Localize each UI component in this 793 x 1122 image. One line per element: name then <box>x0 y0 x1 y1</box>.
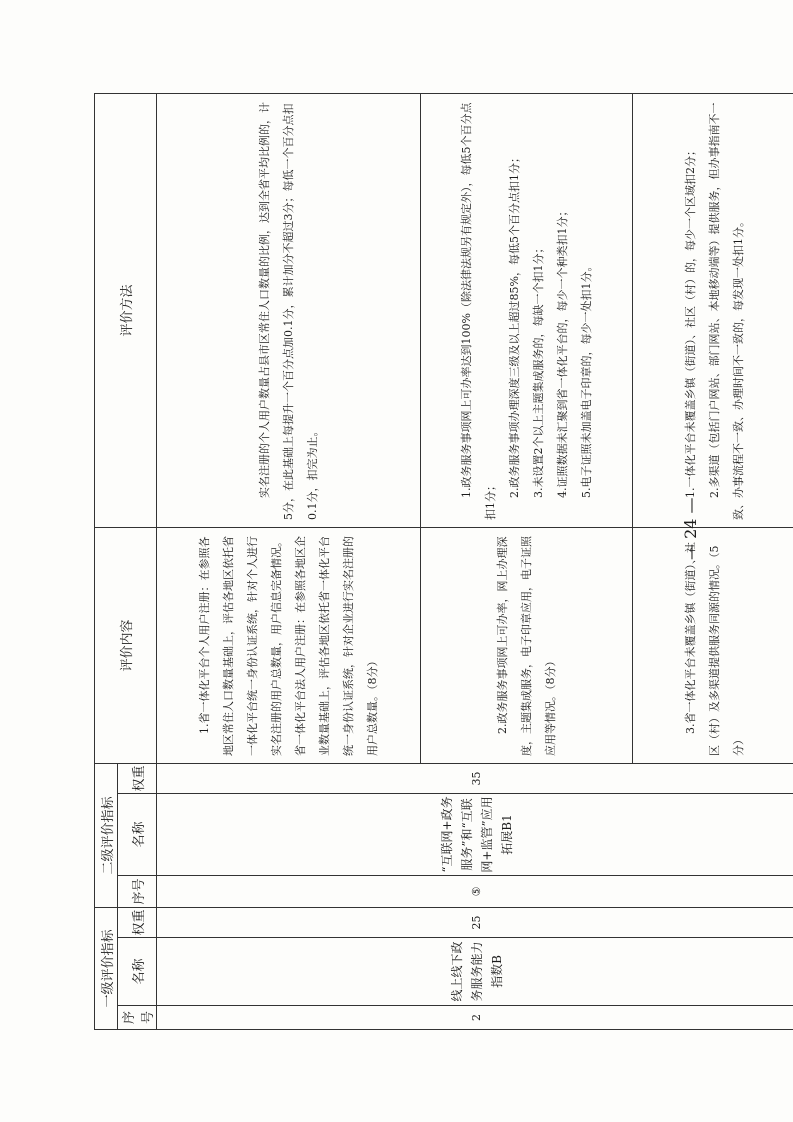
page-number: — 24 — <box>681 497 700 560</box>
level1-seq: 2 <box>157 1006 793 1030</box>
header-level2-seq: 序号 <box>118 875 157 907</box>
method-line: 2.政务服务事项办理深度三级及以上超过85%，每低5个百分点扣1分； <box>507 151 521 498</box>
level2-weight: 35 <box>157 763 793 793</box>
header-level1-name: 名称 <box>118 938 157 1006</box>
method-line: 2.多渠道（包括门户网站、部门网站、本地移动端等）提供服务，但办事指南不一致、办事流程不一致、办理时间不一致的，每发现一处扣1分。 <box>707 102 745 520</box>
content-text: 2.政务服务事项网上可办率，网上办理深度，主题集成服务，电子印章应用，电子证照应用等情况。（8分） <box>495 535 557 756</box>
evaluation-table <box>94 93 793 1030</box>
header-method: 评价方法 <box>95 93 157 527</box>
content-text: 1.省一体化平台个人用户注册：在参照各地区常住人口数量基础上，评估各地区依托省一体化平台统一身份认证系统，针对个人进行实名注册的用户总数量，用户信息完备情况。省一体化平台法人用户注册：在参照各地区企业数量基础上，评估各地区依托省一体化平台统一身份认证系统，针对企业进行实名注册的用户总数量。（8分） <box>197 535 379 756</box>
level2-name: “互联网+政务服务”和“互联网+监管”应用拓展B1 <box>157 793 793 875</box>
content-cell <box>157 527 421 763</box>
header-content: 评价内容 <box>95 527 157 763</box>
method-line: 4.证照数据未汇聚到省一体化平台的，每少一个种类扣1分； <box>555 205 569 498</box>
content-cell <box>633 527 793 763</box>
level2-seq: ⑤ <box>157 875 793 907</box>
header-level2: 二级评价指标 <box>95 763 118 907</box>
header-level1-weight: 权重 <box>118 907 157 937</box>
content-text: 3.省一体化平台未覆盖乡镇（街道）、社区（村）及多渠道提供服务同源的情况。（5分） <box>683 541 745 756</box>
table-row <box>157 93 421 1029</box>
method-line: 5.电子证照未加盖电子印章的，每少一处扣1分。 <box>579 260 593 498</box>
method-line: 1.一体化平台未覆盖乡镇（街道）、社区（村）的，每少一个区域扣2分； <box>683 144 697 498</box>
rotated-table-wrapper <box>94 94 792 1030</box>
method-line: 实名注册的个人用户数量占县市区常住人口数量的比例，达到全省平均比例的，计5分，在此基础上每提升一个百分点加0.1分，累计加分不超过3分；每低一个百分点扣0.1分，扣完为止。 <box>257 101 319 520</box>
header-level1-seq: 序号 <box>118 1006 157 1030</box>
header-row-top <box>95 93 118 1029</box>
header-level2-weight: 权重 <box>118 763 157 793</box>
method-line: 3.未设置2个以上主题集成服务的，每缺一个扣1分； <box>531 242 545 498</box>
method-cell <box>633 93 793 527</box>
level1-weight: 25 <box>157 907 793 937</box>
level1-name: 线上线下政务服务能力指数B <box>157 938 793 1006</box>
header-level2-name: 名称 <box>118 793 157 875</box>
method-cell <box>421 93 633 527</box>
content-cell <box>421 527 633 763</box>
header-level1: 一级评价指标 <box>95 907 118 1029</box>
method-line: 1.政务服务事项网上可办率达到100%（除法律法规另有规定外），每低5个百分点扣1分； <box>459 102 497 520</box>
method-cell <box>157 93 421 527</box>
